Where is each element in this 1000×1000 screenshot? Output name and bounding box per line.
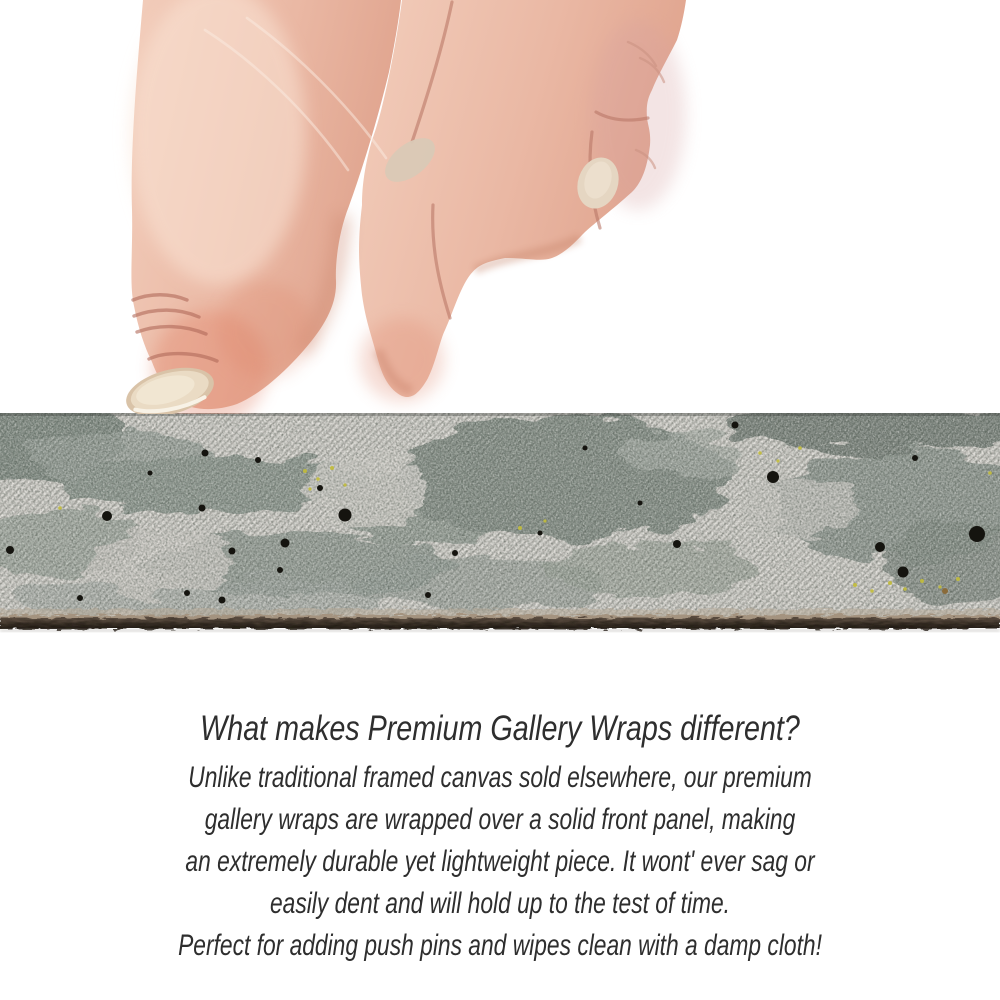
caption-line-5: Perfect for adding push pins and wipes clean with a damp cloth! [178, 929, 822, 962]
fist [359, 0, 686, 402]
canvas-edge-texture [0, 413, 1000, 633]
caption [0, 709, 1000, 967]
thumb [121, 0, 401, 414]
caption-line-1: Unlike traditional framed canvas sold elsewhere, our premium [188, 761, 812, 794]
fingertip-blush [360, 318, 444, 402]
panel-edge-shadow [0, 629, 1000, 632]
caption-line-3: an extremely durable yet lightweight piece. It wont' ever sag or [185, 845, 815, 878]
panel-edge [0, 609, 1000, 629]
caption-line-2: gallery wraps are wrapped over a solid front panel, making [204, 803, 796, 836]
thumb-tip-blush [217, 282, 313, 378]
canvas-rust-speck [942, 588, 948, 594]
caption-line-4: easily dent and will hold up to the test of time. [269, 887, 731, 920]
hand-photo [0, 0, 1000, 414]
canvas-grain-light [0, 413, 1000, 619]
canvas-edge-photo [0, 413, 1000, 633]
caption-heading: What makes Premium Gallery Wraps different? [200, 709, 800, 748]
